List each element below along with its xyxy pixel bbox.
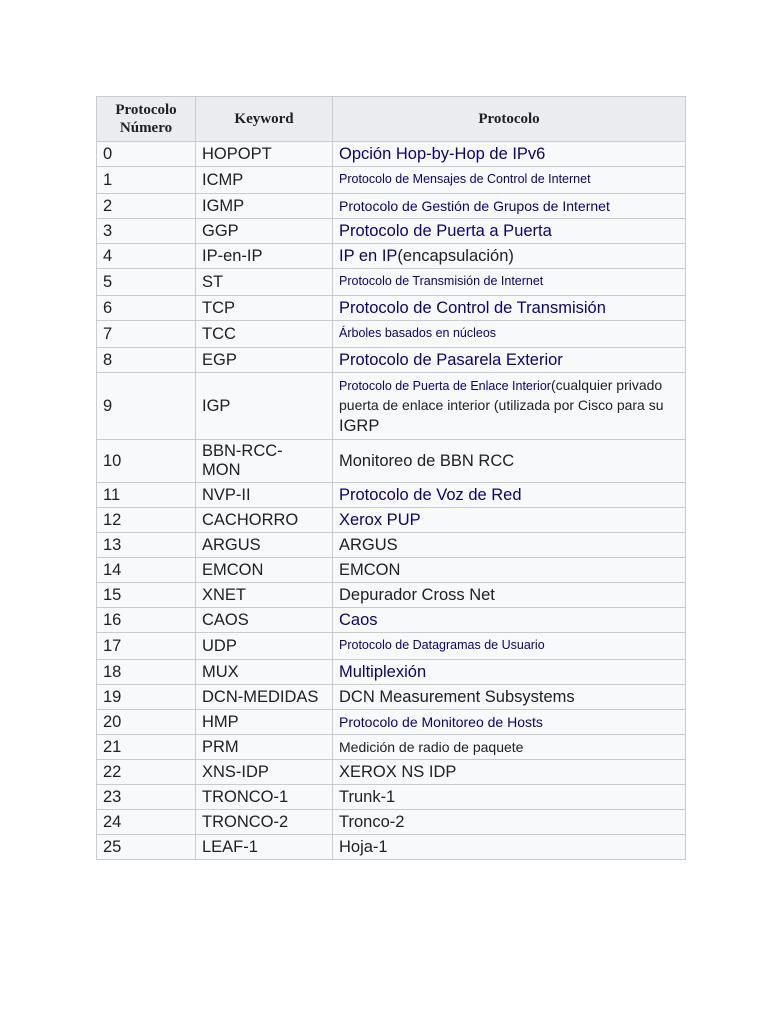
protocol-link[interactable]: Protocolo de Voz de Red xyxy=(339,485,522,504)
protocol-text: Trunk-1 xyxy=(339,787,396,806)
table-row xyxy=(97,483,686,508)
protocol-cell xyxy=(333,735,686,760)
keyword-cell: UDP xyxy=(196,633,333,660)
table-row xyxy=(97,194,686,219)
protocol-text: Monitoreo de BBN RCC xyxy=(339,451,515,470)
header-protocol-number: Protocolo Número xyxy=(97,97,196,142)
header-keyword: Keyword xyxy=(196,97,333,142)
keyword-cell: TCP xyxy=(196,296,333,321)
protocol-link[interactable]: Protocolo de Gestión de Grupos de Internet xyxy=(339,197,610,214)
table-row xyxy=(97,810,686,835)
protocol-text: Depurador Cross Net xyxy=(339,585,495,604)
protocol-cell xyxy=(333,760,686,785)
protocol-number-cell: 19 xyxy=(97,685,196,710)
table-row xyxy=(97,296,686,321)
keyword-cell: ST xyxy=(196,269,333,296)
protocol-number-cell: 12 xyxy=(97,508,196,533)
protocol-number-cell: 17 xyxy=(97,633,196,660)
protocol-note: (cualquier privado puerta de enlace interior (utilizada por Cisco para su xyxy=(339,377,664,413)
protocol-text: EMCON xyxy=(339,560,401,579)
keyword-cell xyxy=(196,440,333,483)
table-row xyxy=(97,219,686,244)
protocol-cell xyxy=(333,244,686,269)
protocol-cell xyxy=(333,373,686,440)
protocol-cell xyxy=(333,583,686,608)
protocol-number-cell: 25 xyxy=(97,835,196,860)
protocol-cell xyxy=(333,533,686,558)
protocol-link[interactable]: Multiplexión xyxy=(339,662,427,681)
protocol-text: DCN Measurement Subsystems xyxy=(339,687,575,706)
keyword-cell: EGP xyxy=(196,348,333,373)
protocol-link[interactable]: Protocolo de Control de Transmisión xyxy=(339,298,606,317)
keyword-cell: XNS-IDP xyxy=(196,760,333,785)
table-row xyxy=(97,321,686,348)
keyword-cell: XNET xyxy=(196,583,333,608)
protocol-cell xyxy=(333,194,686,219)
protocol-cell xyxy=(333,633,686,660)
protocol-link[interactable]: Protocolo de Puerta de Enlace Interior xyxy=(339,379,551,393)
keyword-cell: GGP xyxy=(196,219,333,244)
protocol-link[interactable]: Protocolo de Puerta a Puerta xyxy=(339,221,552,240)
protocol-link[interactable]: Protocolo de Pasarela Exterior xyxy=(339,350,563,369)
protocol-link[interactable]: Árboles basados en núcleos xyxy=(339,326,497,340)
keyword-text: BBN-RCC-MON xyxy=(202,442,283,479)
protocol-link[interactable]: Caos xyxy=(339,610,378,629)
table-row xyxy=(97,269,686,296)
protocol-number-cell: 24 xyxy=(97,810,196,835)
keyword-cell: PRM xyxy=(196,735,333,760)
protocol-cell xyxy=(333,685,686,710)
table-row xyxy=(97,348,686,373)
protocol-cell xyxy=(333,660,686,685)
table-header-row xyxy=(97,97,686,142)
protocol-text: Hoja-1 xyxy=(339,837,388,856)
protocol-cell xyxy=(333,608,686,633)
table-row xyxy=(97,660,686,685)
keyword-cell: IGMP xyxy=(196,194,333,219)
header-protocol: Protocolo xyxy=(333,97,686,142)
keyword-cell: MUX xyxy=(196,660,333,685)
protocol-cell xyxy=(333,321,686,348)
protocol-number-cell: 2 xyxy=(97,194,196,219)
protocol-suffix: (encapsulación) xyxy=(397,246,514,265)
table-row xyxy=(97,685,686,710)
keyword-cell: CAOS xyxy=(196,608,333,633)
keyword-cell: HMP xyxy=(196,710,333,735)
keyword-cell: LEAF-1 xyxy=(196,835,333,860)
protocol-link[interactable]: Protocolo de Datagramas de Usuario xyxy=(339,638,545,652)
protocol-number-cell: 10 xyxy=(97,440,196,483)
protocol-number-cell: 21 xyxy=(97,735,196,760)
table-row xyxy=(97,710,686,735)
protocol-number-cell: 20 xyxy=(97,710,196,735)
protocol-number-cell: 1 xyxy=(97,167,196,194)
keyword-cell: ICMP xyxy=(196,167,333,194)
protocol-cell xyxy=(333,167,686,194)
table-row xyxy=(97,508,686,533)
protocol-number-cell: 9 xyxy=(97,373,196,440)
protocol-note-tail: IGRP xyxy=(339,417,380,435)
table-row xyxy=(97,608,686,633)
protocol-link[interactable]: Xerox PUP xyxy=(339,510,421,529)
keyword-cell: TCC xyxy=(196,321,333,348)
protocol-cell xyxy=(333,835,686,860)
protocol-number-cell: 7 xyxy=(97,321,196,348)
protocol-number-cell: 4 xyxy=(97,244,196,269)
protocol-link[interactable]: IP en IP xyxy=(339,246,398,265)
protocol-link[interactable]: Protocolo de Mensajes de Control de Internet xyxy=(339,172,591,186)
protocol-cell xyxy=(333,219,686,244)
protocol-cell xyxy=(333,348,686,373)
table-row xyxy=(97,373,686,440)
protocol-number-cell: 8 xyxy=(97,348,196,373)
table-row xyxy=(97,440,686,483)
protocol-text: ARGUS xyxy=(339,535,398,554)
protocol-number-cell: 22 xyxy=(97,760,196,785)
protocol-cell xyxy=(333,483,686,508)
protocol-number-cell: 14 xyxy=(97,558,196,583)
protocol-number-cell: 16 xyxy=(97,608,196,633)
protocol-cell xyxy=(333,269,686,296)
protocol-cell xyxy=(333,296,686,321)
table-row xyxy=(97,785,686,810)
table-row xyxy=(97,167,686,194)
protocol-number-cell: 23 xyxy=(97,785,196,810)
keyword-cell: IP-en-IP xyxy=(196,244,333,269)
protocol-number-cell: 5 xyxy=(97,269,196,296)
keyword-cell: HOPOPT xyxy=(196,142,333,167)
table-row xyxy=(97,533,686,558)
keyword-cell: DCN-MEDIDAS xyxy=(196,685,333,710)
protocol-cell xyxy=(333,558,686,583)
protocol-number-cell: 13 xyxy=(97,533,196,558)
protocol-number-cell: 15 xyxy=(97,583,196,608)
table-row xyxy=(97,244,686,269)
table-row xyxy=(97,835,686,860)
protocol-cell xyxy=(333,785,686,810)
protocol-number-cell: 11 xyxy=(97,483,196,508)
keyword-cell: CACHORRO xyxy=(196,508,333,533)
keyword-cell: TRONCO-2 xyxy=(196,810,333,835)
protocol-cell xyxy=(333,508,686,533)
protocol-table xyxy=(96,96,686,860)
protocol-cell xyxy=(333,810,686,835)
protocol-number-cell: 0 xyxy=(97,142,196,167)
table-row xyxy=(97,633,686,660)
keyword-cell: EMCON xyxy=(196,558,333,583)
table-row xyxy=(97,735,686,760)
protocol-text: XEROX NS IDP xyxy=(339,762,457,781)
keyword-cell: ARGUS xyxy=(196,533,333,558)
table-row xyxy=(97,142,686,167)
protocol-number-cell: 18 xyxy=(97,660,196,685)
table-row xyxy=(97,583,686,608)
table-row xyxy=(97,760,686,785)
protocol-cell xyxy=(333,710,686,735)
protocol-cell xyxy=(333,440,686,483)
keyword-cell: TRONCO-1 xyxy=(196,785,333,810)
protocol-link[interactable]: Protocolo de Monitoreo de Hosts xyxy=(339,713,543,730)
protocol-link[interactable]: Opción Hop-by-Hop de IPv6 xyxy=(339,144,546,163)
protocol-cell xyxy=(333,142,686,167)
keyword-cell: IGP xyxy=(196,373,333,440)
protocol-number-cell: 3 xyxy=(97,219,196,244)
keyword-cell: NVP-II xyxy=(196,483,333,508)
table-row xyxy=(97,558,686,583)
protocol-number-cell: 6 xyxy=(97,296,196,321)
protocol-link[interactable]: Protocolo de Transmisión de Internet xyxy=(339,274,544,288)
protocol-text: Tronco-2 xyxy=(339,812,405,831)
protocol-text: Medición de radio de paquete xyxy=(339,738,524,755)
